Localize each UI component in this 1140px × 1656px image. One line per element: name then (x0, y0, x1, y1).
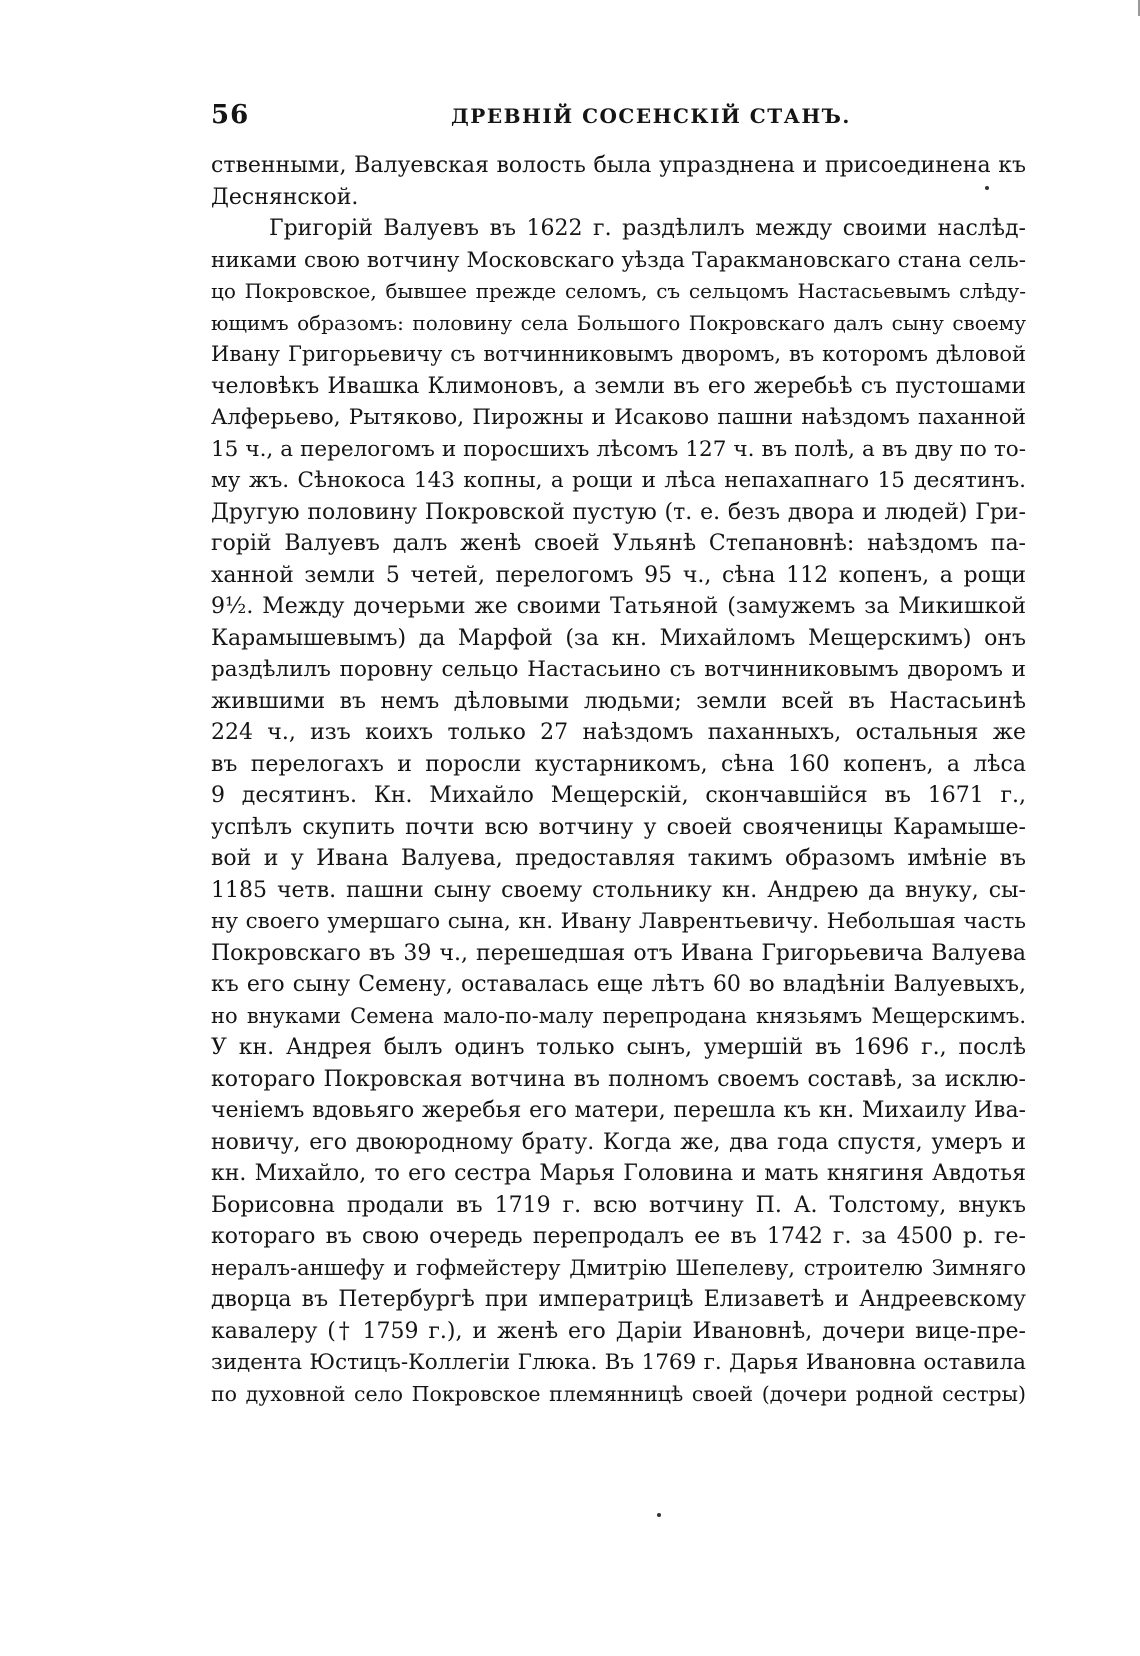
text-line: къ его сыну Семену, оставалась еще лѣтъ 60 во владѣніи Валуевыхъ, (211, 972, 1026, 997)
scan-speck (657, 1513, 661, 1517)
text-line: У кн. Андрея былъ одинъ только сынъ, умершій въ 1696 г., послѣ (211, 1035, 1026, 1060)
page-header (211, 92, 1031, 132)
scan-speck (985, 186, 989, 190)
text-line: Другую половину Покровской пустую (т. е. безъ двора и людей) Гри- (211, 499, 1026, 525)
text-line: раздѣлилъ поровну сельцо Настасьино съ вотчинниковымъ дворомъ и (211, 657, 1026, 682)
text-line: жившими въ немъ дѣловыми людьми; земли всей въ Настасьинѣ (211, 688, 1026, 714)
text-line: горій Валуевъ далъ женѣ своей Ульянѣ Степановнѣ: наѣздомъ па- (211, 531, 1026, 556)
text-line: Карамышевымъ) да Марфой (за кн. Михайломъ Мещерскимъ) онъ (211, 625, 1026, 651)
text-line: Борисовна продали въ 1719 г. всю вотчину П. А. Толстому, внукъ (211, 1192, 1026, 1218)
page-number: 56 (211, 100, 250, 130)
text-line: зидента Юстицъ-Коллегіи Глюка. Въ 1769 г. Дарья Ивановна оставила (211, 1350, 1026, 1375)
text-line: 9½. Между дочерьми же своими Татьяной (замужемъ за Микишкой (211, 594, 1026, 619)
text-line: ственными, Валуевская волость была упразднена и присоединена къ (211, 153, 1026, 178)
text-line: новичу, его двоюродному брату. Когда же, два года спустя, умеръ и (211, 1129, 1026, 1155)
text-line: котораго Покровская вотчина въ полномъ своемъ составѣ, за исклю- (211, 1066, 1026, 1092)
text-line: по духовной село Покровское племянницѣ своей (дочери родной сестры) (211, 1381, 1026, 1406)
text-line: кн. Михайло, то его сестра Марья Головина и мать княгиня Авдотья (211, 1161, 1026, 1186)
running-title: ДРЕВНІЙ СОСЕНСКІЙ СТАНЪ. (451, 104, 851, 128)
text-line: вой и у Ивана Валуева, предоставляя такимъ образомъ имѣніе въ (211, 846, 1026, 871)
text-line: Ивану Григорьевичу съ вотчинниковымъ дворомъ, въ которомъ дѣловой (211, 342, 1026, 366)
text-line: нералъ-аншефу и гофмейстеру Дмитрію Шепелеву, строителю Зимняго (211, 1255, 1026, 1280)
text-line: въ перелогахъ и поросли кустарникомъ, сѣна 160 копенъ, а лѣса (211, 751, 1026, 777)
text-line: цо Покровское, бывшее прежде селомъ, съ сельцомъ Настасьевымъ слѣду- (211, 279, 1026, 303)
text-line: котораго въ свою очередь перепродалъ ее въ 1742 г. за 4500 р. ге- (211, 1224, 1026, 1249)
text-line: ющимъ образомъ: половину села Большого Покровскаго далъ сыну своему (211, 310, 1026, 335)
text-line: му жъ. Сѣнокоса 143 копны, а рощи и лѣса непахапнаго 15 десятинъ. (211, 468, 1026, 493)
text-line: кавалеру († 1759 г.), и женѣ его Даріи Ивановнѣ, дочери вице-пре- (211, 1318, 1026, 1344)
text-line: Григорій Валуевъ въ 1622 г. раздѣлилъ между своими наслѣд- (269, 216, 1026, 241)
text-line: человѣкъ Ивашка Климоновъ, а земли въ его жеребьѣ съ пустошами (211, 373, 1026, 399)
text-line: ну своего умершаго сына, кн. Ивану Лаврентьевичу. Небольшая часть (211, 909, 1026, 934)
text-line: 1185 четв. пашни сыну своему стольнику кн. Андрею да внуку, сы- (211, 877, 1026, 903)
text-line: никами свою вотчину Московскаго уѣзда Таракмановскаго стана сель- (211, 247, 1026, 273)
text-line: успѣлъ скупить почти всю вотчину у своей свояченицы Карамыше- (211, 814, 1026, 840)
text-line: 9 десятинъ. Кн. Михайло Мещерскій, скончавшійся въ 1671 г., (211, 783, 1026, 808)
text-line: Алферьево, Рытяково, Пирожны и Исаково пашни наѣздомъ паханной (211, 405, 1026, 430)
text-line: 15 ч., а перелогомъ и поросшихъ лѣсомъ 127 ч. въ полѣ, а въ дву по то- (211, 436, 1026, 462)
text-line: ченіемъ вдовьяго жеребья его матери, перешла къ кн. Михаилу Ива- (211, 1098, 1026, 1123)
text-line: Покровскаго въ 39 ч., перешедшая отъ Ивана Григорьевича Валуева (211, 940, 1026, 966)
text-line: Деснянской. (211, 184, 359, 210)
body-text (211, 150, 1026, 1410)
text-line: но внуками Семена мало-по-малу перепродана князьямъ Мещерскимъ. (211, 1003, 1026, 1028)
text-line: 224 ч., изъ коихъ только 27 наѣздомъ паханныхъ, остальныя же (211, 720, 1026, 745)
text-line: ханной земли 5 четей, перелогомъ 95 ч., сѣна 112 копенъ, а рощи (211, 562, 1026, 588)
text-line: дворца въ Петербургѣ при императрицѣ Елизаветѣ и Андреевскому (211, 1287, 1026, 1312)
